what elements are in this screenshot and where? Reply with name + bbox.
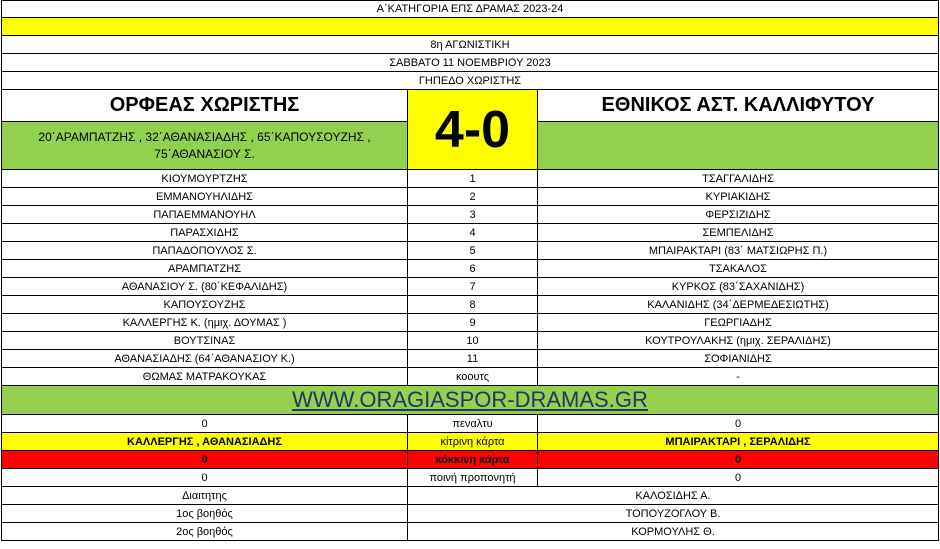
lineup-row (1, 278, 939, 296)
yellow-cards-row (1, 433, 939, 451)
red-cards-label: κόκκινη κάρτα (407, 451, 538, 468)
coach-penalty-label: ποινή προπονητή (407, 469, 538, 486)
matchday-row (1, 36, 939, 54)
away-player: ΚΥΡΚΟΣ (83΄ΣΑΧΑΝΙΔΗΣ) (671, 280, 805, 293)
shirt-number: 7 (407, 278, 538, 295)
home-player: ΚΙΟΥΜΟΥΡΤΖΗΣ (161, 172, 248, 185)
home-scorers-line1: 20΄ΑΡΑΜΠΑΤΖΗΣ , 32΄ΑΘΑΝΑΣΙΑΔΗΣ , 65΄ΚΑΠΟΥΣΟΥΖΗΣ , (38, 129, 371, 144)
away-red-cards: 0 (734, 453, 742, 466)
away-coach-penalty: 0 (734, 471, 742, 484)
lineup-row (1, 350, 939, 368)
penalties-label: πεναλτυ (407, 415, 538, 432)
assistant1-name: ΤΟΠΟΥΖΟΓΛΟΥ Β. (407, 505, 938, 522)
score-block (1, 90, 939, 170)
away-player: ΜΠΑΙΡΑΚΤΑΡΙ (83΄ ΜΑΤΣΙΩΡΗΣ Π.) (648, 244, 828, 257)
referee-name: ΚΑΛΟΣΙΔΗΣ Α. (407, 487, 938, 504)
assistant2-row (1, 523, 939, 541)
away-coach: - (736, 370, 740, 383)
coaches-row (1, 368, 939, 386)
home-player: ΑΡΑΜΠΑΤΖΗΣ (167, 262, 241, 275)
home-player: ΠΑΠΑΔΟΠΟΥΛΟΣ Σ. (152, 244, 257, 257)
home-yellow-cards: ΚΑΛΛΕΡΓΗΣ , ΑΘΑΝΑΣΙΑΔΗΣ (127, 435, 282, 448)
shirt-number: 4 (407, 224, 538, 241)
away-yellow-cards: ΜΠΑΙΡΑΚΤΑΡΙ , ΣΕΡΑΛΙΔΗΣ (665, 435, 811, 448)
final-score: 4-0 (407, 90, 538, 169)
match-venue: ΓΗΠΕΔΟ ΧΩΡΙΣΤΗΣ (418, 74, 522, 87)
penalties-row (1, 415, 939, 433)
away-player: ΣΕΜΠΕΛΙΔΗΣ (702, 226, 774, 239)
home-scorers (2, 122, 407, 169)
shirt-number: 2 (407, 188, 538, 205)
lineup-row (1, 206, 939, 224)
away-player: ΤΣΑΓΓΑΛΙΔΗΣ (702, 172, 774, 185)
away-player: ΓΕΩΡΓΙΑΔΗΣ (704, 316, 772, 329)
home-penalties: 0 (201, 417, 208, 430)
away-player: ΦΕΡΣΙΖΙΔΗΣ (705, 208, 771, 221)
home-red-cards: 0 (201, 453, 208, 466)
coach-label: κοουτς (407, 368, 538, 385)
home-player: ΑΘΑΝΑΣΙΑΔΗΣ (64΄ΑΘΑΝΑΣΙΟΥ Κ.) (114, 352, 295, 365)
venue-row (1, 72, 939, 90)
coach-penalty-row (1, 469, 939, 487)
red-cards-row (1, 451, 939, 469)
home-player: ΠΑΠΑΕΜΜΑΝΟΥΗΛ (153, 208, 256, 221)
yellow-spacer-row (1, 18, 939, 36)
lineup-row (1, 314, 939, 332)
referee-row (1, 487, 939, 505)
match-date: ΣΑΒΒΑΤΟ 11 ΝΟΕΜΒΡΙΟΥ 2023 (389, 56, 551, 69)
home-player: ΚΑΛΛΕΡΓΗΣ Κ. (ημιχ. ΔΟΥΜΑΣ ) (122, 316, 287, 329)
home-player: ΒΟΥΤΣΙΝΑΣ (173, 334, 236, 347)
lineup-row (1, 170, 939, 188)
away-penalties: 0 (734, 417, 742, 430)
league-title: Α΄ΚΑΤΗΓΟΡΙΑ ΕΠΣ ΔΡΑΜΑΣ 2023-24 (376, 3, 564, 15)
away-player: ΚΑΛΑΝΙΔΗΣ (34΄ΔΕΡΜΕΔΕΣΙΩΤΗΣ) (647, 298, 829, 311)
lineup-row (1, 260, 939, 278)
assistant1-row (1, 505, 939, 523)
assistant2-name: ΚΟΡΜΟΥΛΗΣ Θ. (407, 523, 938, 540)
lineup-row (1, 188, 939, 206)
home-coach: ΘΩΜΑΣ ΜΑΤΡΑΚΟΥΚΑΣ (142, 370, 267, 383)
shirt-number: 11 (407, 350, 538, 367)
shirt-number: 9 (407, 314, 538, 331)
home-player: ΠΑΡΑΣΧΙΔΗΣ (170, 226, 239, 239)
matchday-label: 8η ΑΓΩΝΙΣΤΙΚΗ (430, 38, 510, 51)
website-banner (1, 386, 939, 415)
home-scorers-line2: 75΄ΑΘΑΝΑΣΙΟΥ Σ. (154, 146, 255, 161)
away-player: ΣΟΦΙΑΝΙΔΗΣ (704, 352, 772, 365)
match-report-sheet (1, 0, 939, 541)
home-player: ΚΑΠΟΥΣΟΥΖΗΣ (163, 298, 246, 311)
home-player: ΕΜΜΑΝΟΥΗΛΙΔΗΣ (156, 190, 253, 203)
lineup-row (1, 332, 939, 350)
lineup-row (1, 242, 939, 260)
shirt-number: 1 (407, 170, 538, 187)
website-link[interactable]: WWW.ORAGIASPOR-DRAMAS.GR (292, 387, 648, 412)
assistant2-label: 2ος βοηθός (176, 525, 233, 538)
assistant1-label: 1ος βοηθός (176, 507, 233, 520)
shirt-number: 3 (407, 206, 538, 223)
yellow-cards-label: κίτρινη κάρτα (407, 433, 538, 450)
away-team-name: ΕΘΝΙΚΟΣ ΑΣΤ. ΚΑΛΛΙΦΥΤΟΥ (538, 90, 938, 122)
lineup-row (1, 224, 939, 242)
shirt-number: 8 (407, 296, 538, 313)
away-player: ΚΟΥΤΡΟΥΛΑΚΗΣ (ημιχ. ΣΕΡΑΛΙΔΗΣ) (645, 334, 831, 347)
league-title-row (1, 0, 939, 18)
date-row (1, 54, 939, 72)
home-coach-penalty: 0 (201, 471, 208, 484)
lineup-table (1, 170, 939, 368)
referee-label: Διαιτητης (182, 489, 227, 502)
away-player: ΚΥΡΙΑΚΙΔΗΣ (705, 190, 771, 203)
home-player: ΑΘΑΝΑΣΙΟΥ Σ. (80΄ΚΕΦΑΛΙΔΗΣ) (121, 280, 288, 293)
away-player: ΤΣΑΚΑΛΟΣ (708, 262, 767, 275)
lineup-row (1, 296, 939, 314)
shirt-number: 5 (407, 242, 538, 259)
away-scorers (538, 122, 938, 169)
shirt-number: 10 (407, 332, 538, 349)
home-team-name: ΟΡΦΕΑΣ ΧΩΡΙΣΤΗΣ (2, 90, 407, 122)
shirt-number: 6 (407, 260, 538, 277)
